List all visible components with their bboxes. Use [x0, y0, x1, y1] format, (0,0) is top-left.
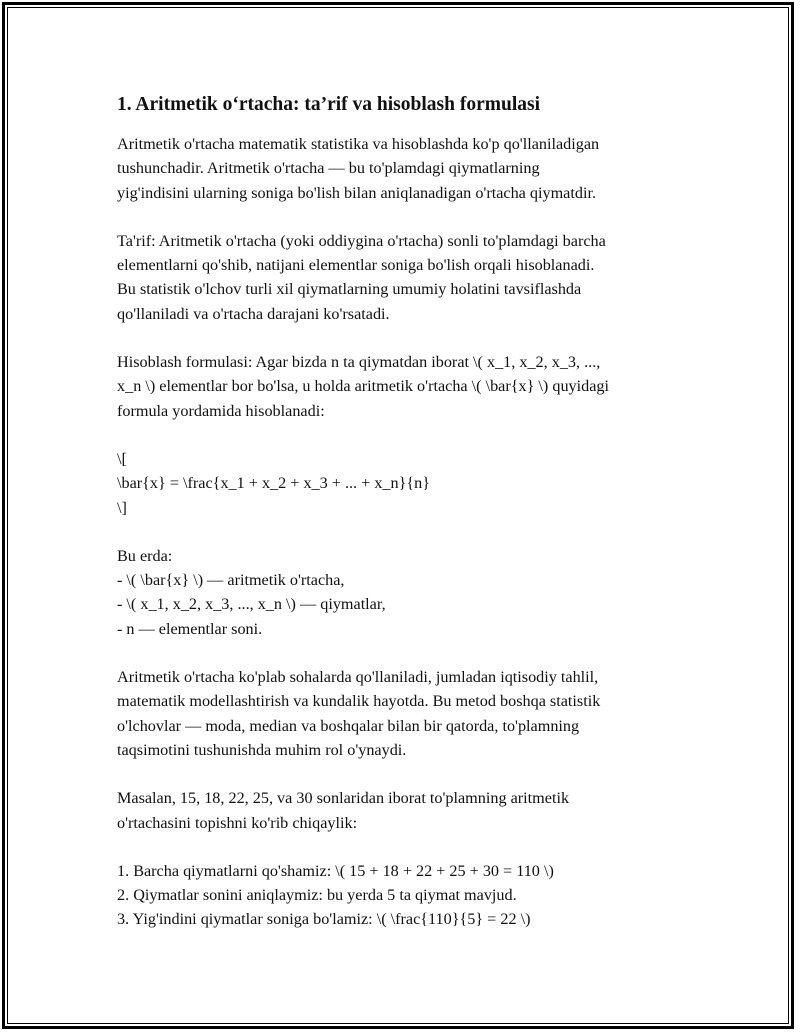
text-line: formula yordamida hisoblanadi:	[117, 401, 325, 420]
document-title: 1. Aritmetik o‘rtacha: ta’rif va hisoblash formulasi	[117, 94, 541, 115]
text-line: Ta'rif: Aritmetik o'rtacha (yoki oddiygina o'rtacha) sonli to'plamdagi barcha	[117, 231, 606, 250]
paragraph-usage	[117, 665, 717, 762]
text-line: Bu erda:	[117, 546, 173, 565]
formula-line: \[	[117, 449, 127, 468]
text-line: Aritmetik o'rtacha ko'plab sohalarda qo'llaniladi, jumladan iqtisodiy tahlil,	[117, 668, 599, 687]
text-line: Aritmetik o'rtacha matematik statistika va hisoblashda ko'p qo'llaniladigan	[117, 135, 600, 153]
list-item: 1. Barcha qiymatlarni qo'shamiz: \( 15 + 18 + 22 + 25 + 30 = 110 \)	[117, 861, 554, 880]
paragraph-legend	[117, 544, 717, 641]
formula-line: \]	[117, 498, 127, 517]
paragraph-intro	[117, 132, 717, 205]
text-line: Hisoblash formulasi: Agar bizda n ta qiymatdan iborat \( x_1, x_2, x_3, ...,	[117, 353, 601, 372]
text-line: o'lchovlar — moda, median va boshqalar bilan bir qatorda, to'plamning	[117, 716, 580, 735]
text-line: tushunchadir. Aritmetik o'rtacha — bu to'plamdagi qiymatlarning	[117, 159, 540, 178]
text-line: x_n \) elementlar bor bo'lsa, u holda aritmetik o'rtacha \( \bar{x} \) quyidagi	[117, 377, 610, 396]
formula-block	[117, 447, 717, 520]
list-item: - \( \bar{x} \) — aritmetik o'rtacha,	[117, 571, 345, 590]
text-line: yig'indisini ularning soniga bo'lish bilan aniqlanadigan o'rtacha qiymatdir.	[117, 183, 597, 202]
example-steps	[117, 859, 717, 932]
text-line: taqsimotini tushunishda muhim rol o'ynaydi.	[117, 740, 407, 759]
paragraph-definition	[117, 229, 717, 326]
list-item: 3. Yig'indini qiymatlar soniga bo'lamiz: \( \frac{110}{5} = 22 \)	[117, 910, 531, 929]
text-line: o'rtachasini topishni ko'rib chiqaylik:	[117, 813, 358, 832]
list-item: 2. Qiymatlar sonini aniqlaymiz: bu yerda 5 ta qiymat mavjud.	[117, 886, 517, 905]
text-line: Masalan, 15, 18, 22, 25, va 30 sonlaridan iborat to'plamning aritmetik	[117, 789, 570, 808]
formula-line: \bar{x} = \frac{x_1 + x_2 + x_3 + ... + x_n}{n}	[117, 474, 431, 493]
paragraph-formula-intro	[117, 350, 717, 423]
text-line: matematik modellashtirish va kundalik hayotda. Bu metod boshqa statistik	[117, 692, 601, 711]
list-item: - \( x_1, x_2, x_3, ..., x_n \) — qiymatlar,	[117, 595, 386, 614]
text-line: qo'llaniladi va o'rtacha darajani ko'rsatadi.	[117, 304, 390, 323]
paragraph-example	[117, 786, 717, 835]
text-line: Bu statistik o'lchov turli xil qiymatlarning umumiy holatini tavsiflashda	[117, 280, 582, 299]
list-item: - n — elementlar soni.	[117, 619, 263, 638]
text-line: elementlarni qo'shib, natijani elementlar soniga bo'lish orqali hisoblanadi.	[117, 256, 595, 275]
document-body	[117, 91, 717, 956]
